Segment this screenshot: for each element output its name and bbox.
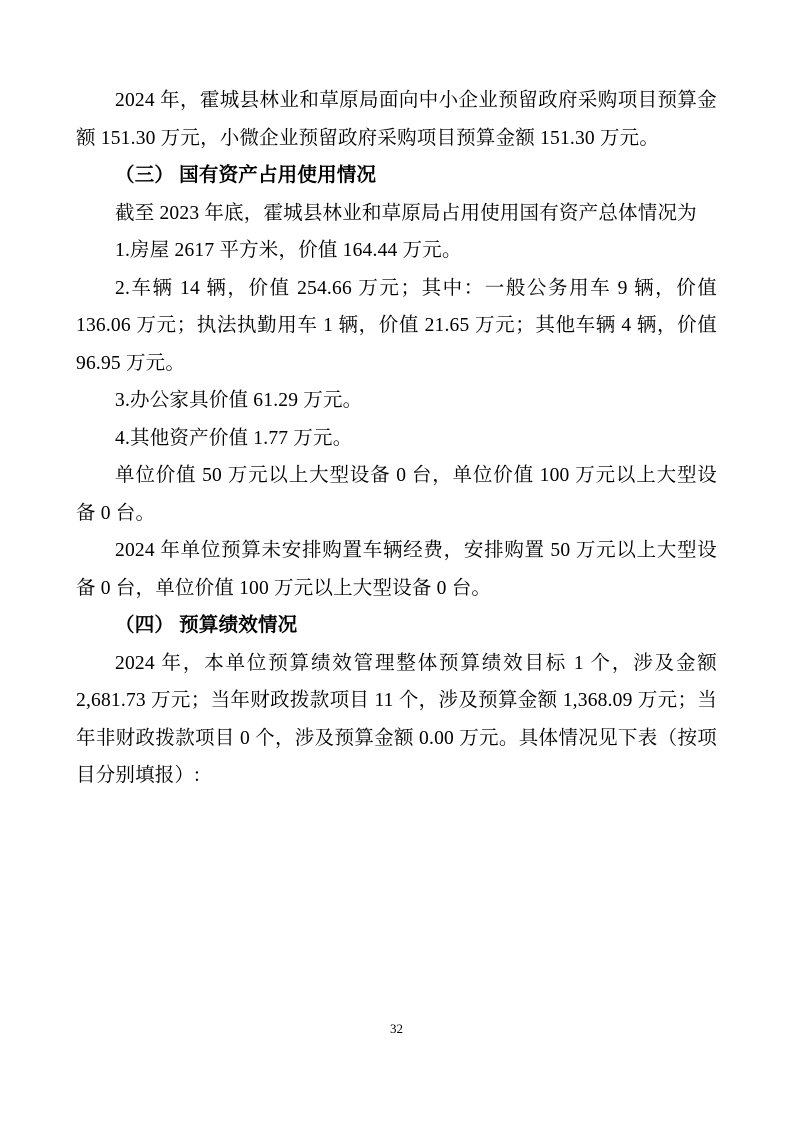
paragraph-budget-performance: 2024 年，本单位预算绩效管理整体预算绩效目标 1 个，涉及金额 2,681.73 万元；当年财政拨款项目 11 个，涉及预算金额 1,368.09 万元；当年非财政拨款项目 0 个，涉及预算金额 0.00 万元。具体情况见下表（按项目分别填报）:	[76, 652, 717, 786]
paragraph-assets-other: 4.其他资产价值 1.77 万元。	[115, 427, 353, 449]
section-heading-state-assets: （三） 国有资产占用使用情况	[115, 165, 377, 186]
document-body	[76, 82, 717, 795]
paragraph-large-equipment: 单位价值 50 万元以上大型设备 0 台，单位价值 100 万元以上大型设备 0 台。	[76, 465, 717, 524]
paragraph-assets-overview: 截至 2023 年底，霍城县林业和草原局占用使用国有资产总体情况为	[115, 202, 697, 224]
section-heading-budget-performance: （四） 预算绩效情况	[115, 615, 298, 636]
paragraph-assets-housing: 1.房屋 2617 平方米，价值 164.44 万元。	[115, 240, 462, 261]
page-number: 32	[390, 1021, 403, 1036]
paragraph-procurement-smes: 2024 年，霍城县林业和草原局面向中小企业预留政府采购项目预算金额 151.30 万元，小微企业预留政府采购项目预算金额 151.30 万元。	[76, 90, 717, 149]
paragraph-assets-vehicles: 2.车辆 14 辆，价值 254.66 万元；其中：一般公务用车 9 辆，价值 136.06 万元；执法执勤用车 1 辆，价值 21.65 万元；其他车辆 4 辆，价值 96.95 万元。	[76, 277, 717, 374]
paragraph-assets-furniture: 3.办公家具价值 61.29 万元。	[115, 390, 363, 411]
paragraph-2024-purchase-plan: 2024 年单位预算未安排购置车辆经费，安排购置 50 万元以上大型设备 0 台，单位价值 100 万元以上大型设备 0 台。	[76, 540, 717, 599]
